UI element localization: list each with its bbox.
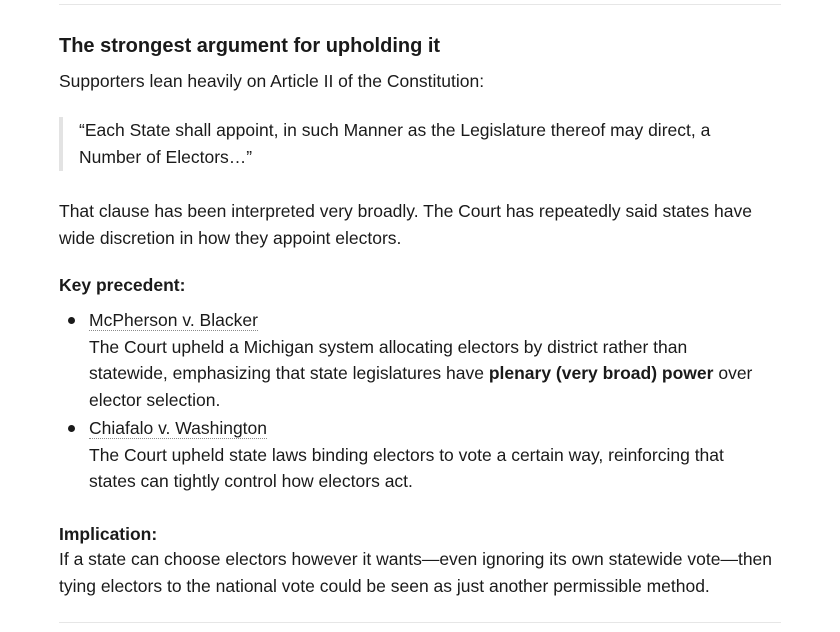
case-desc-line-3: elector selection. bbox=[89, 389, 221, 410]
plenary-power-emphasis: plenary (very broad) power bbox=[488, 363, 714, 383]
implication-label: Implication: bbox=[59, 524, 158, 544]
constitution-quote bbox=[59, 117, 769, 171]
precedent-list bbox=[59, 307, 779, 495]
intro-paragraph bbox=[59, 68, 789, 95]
clause-paragraph bbox=[59, 198, 789, 251]
case-link-mcpherson[interactable]: McPherson v. Blacker bbox=[89, 310, 258, 330]
case-desc-line-1: The Court upheld state laws binding electors to vote a certain way, reinforcing that bbox=[89, 444, 724, 465]
top-divider bbox=[59, 4, 781, 5]
bullet-icon bbox=[68, 317, 75, 324]
intro-text: Supporters lean heavily on Article II of the Constitution: bbox=[59, 71, 485, 91]
case-link-chiafalo[interactable]: Chiafalo v. Washington bbox=[89, 418, 268, 438]
bottom-divider bbox=[59, 622, 781, 623]
clause-line-2: wide discretion in how they appoint electors. bbox=[59, 227, 402, 248]
section-heading: The strongest argument for upholding it bbox=[59, 35, 441, 57]
quote-line-2: Number of Electors…” bbox=[79, 147, 253, 167]
case-desc-line-2: states can tightly control how electors act. bbox=[89, 471, 413, 491]
list-item bbox=[59, 415, 779, 495]
implication-line-1: If a state can choose electors however it wants—even ignoring its own statewide vote—then bbox=[59, 549, 773, 569]
quote-line-1: “Each State shall appoint, in such Manner as the Legislature thereof may direct, a bbox=[79, 120, 711, 140]
case-desc-line-1: The Court upheld a Michigan system allocating electors by district rather than bbox=[89, 336, 688, 357]
clause-line-1: That clause has been interpreted very broadly. The Court has repeatedly said states have bbox=[59, 201, 752, 221]
implication-paragraph bbox=[59, 546, 789, 599]
key-precedent-label: Key precedent: bbox=[59, 275, 186, 295]
list-item bbox=[59, 307, 779, 413]
bullet-icon bbox=[68, 425, 75, 432]
case-desc-line-2a: statewide, emphasizing that state legislatures have bbox=[89, 363, 489, 383]
case-desc-line-2b: over bbox=[713, 363, 753, 383]
implication-line-2: tying electors to the national vote could be seen as just another permissible method. bbox=[59, 575, 710, 596]
